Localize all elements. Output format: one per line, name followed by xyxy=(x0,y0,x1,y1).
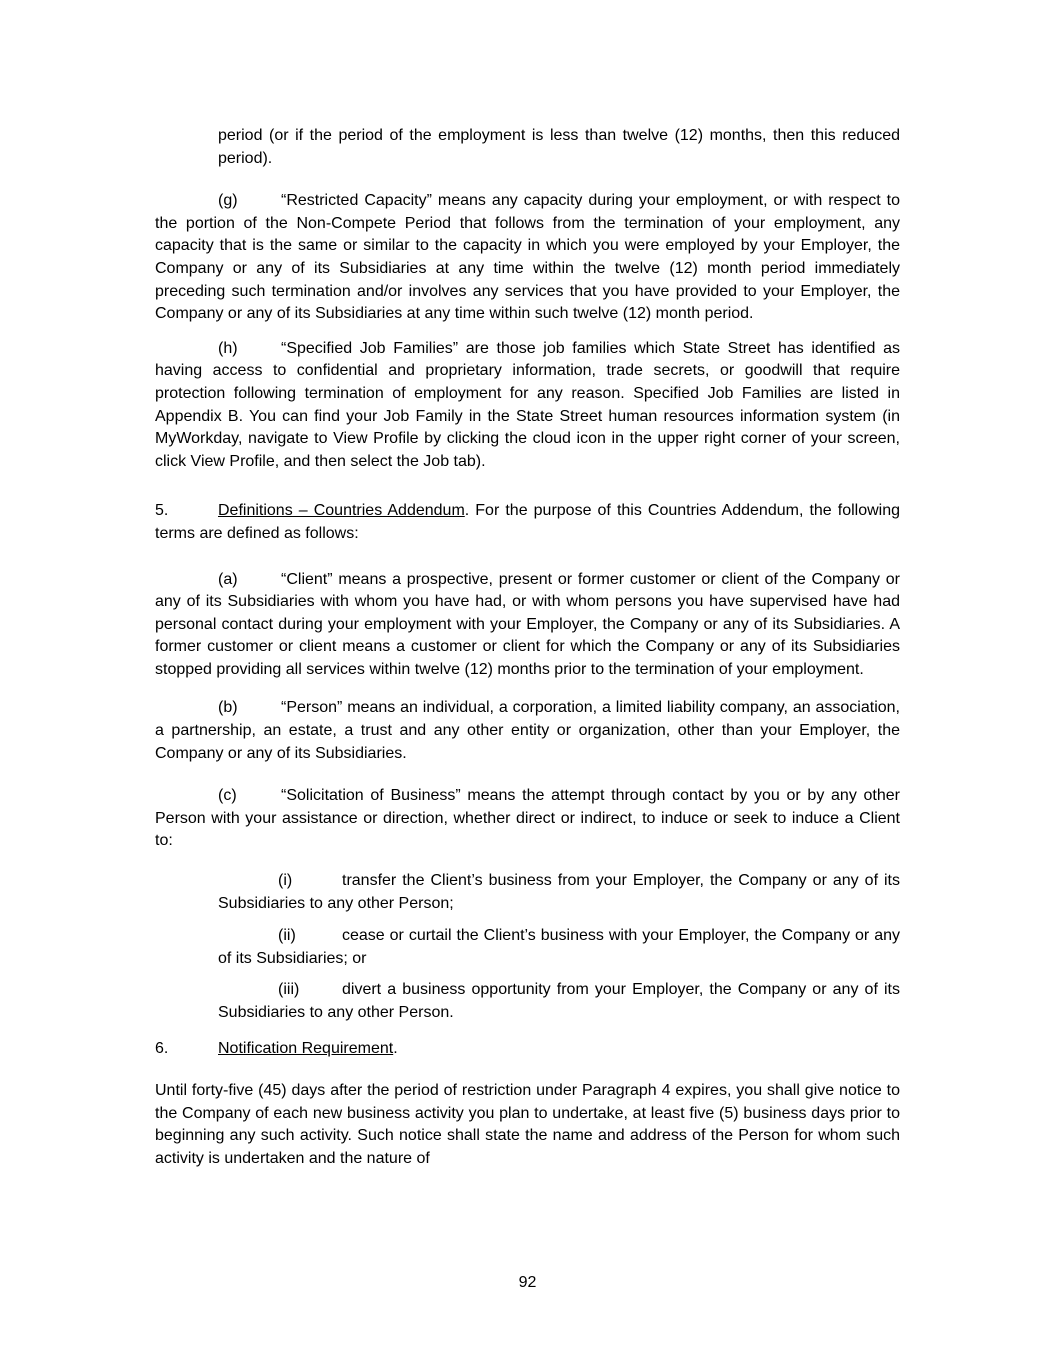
subclause-iii xyxy=(218,979,900,1024)
clause-h-label: (h) xyxy=(218,339,238,357)
page-content xyxy=(155,125,900,1171)
subclause-ii-text: cease or curtail the Client’s business with your Employer, the Company or any of its Subsidiaries; or xyxy=(218,927,900,967)
paragraph-notification: Until forty-five (45) days after the period of restriction under Paragraph 4 expires, you shall give notice to the Company of each new business activity you plan to undertake, at least five (5) business days prior to beginning any such activity. Such notice shall state the name and address of the Person for whom such activity is undertaken and the nature of xyxy=(155,1082,900,1167)
subclause-i-text: transfer the Client’s business from your Employer, the Company or any of its Subsidiaries to any other Person; xyxy=(218,872,900,912)
page-number: 92 xyxy=(518,1274,537,1291)
clause-b-label: (b) xyxy=(218,699,238,717)
clause-b xyxy=(155,697,900,765)
clause-a xyxy=(155,569,900,682)
subclause-ii xyxy=(218,925,900,970)
clause-a-label: (a) xyxy=(218,570,238,588)
clause-h-text: “Specified Job Families” are those job families which State Street has identified as having access to confidential and proprietary information, trade secrets, or goodwill that require protection following termination of employment for any reason. Specified Job Families are listed in Appendix B. You can find your Job Family in the State Street human resources information system (in MyWorkday, navigate to View Profile by clicking the cloud icon in the upper right corner of your screen, click View Profile, and then select the Job tab). xyxy=(155,339,900,470)
subclause-ii-label: (ii) xyxy=(278,927,296,945)
subclause-i xyxy=(218,870,900,915)
section-6-number: 6. xyxy=(155,1039,169,1057)
clause-a-text: “Client” means a prospective, present or former customer or client of the Company or any of its Subsidiaries with whom you have had, or with whom persons you have supervised have had personal contact during your employment with your Employer, the Company or any of its Subsidiaries. A former customer or client means a customer or client for which the Company or any of its Subsidiaries stopped providing all services within twelve (12) months prior to the termination of your employment. xyxy=(155,570,900,678)
subclause-iii-text: divert a business opportunity from your Employer, the Company or any of its Subsidiaries to any other Person. xyxy=(218,981,900,1021)
section-5-title: Definitions – Countries Addendum xyxy=(218,502,465,520)
clause-g-text: “Restricted Capacity” means any capacity during your employment, or with respect to the portion of the Non-Compete Period that follows from the termination of your employment, any capacity that is the same or similar to the capacity in which you were employed by your Employer, the Company or any of its Subsidiaries at any time within the twelve (12) month period immediately preceding such termination and/or involves any services that you have provided to your Employer, the Company or any of its Subsidiaries at any time within such twelve (12) month period. xyxy=(155,192,900,323)
clause-c-label: (c) xyxy=(218,787,237,805)
section-5-text: . For the purpose of this Countries Addendum, the following terms are defined as follows: xyxy=(155,502,901,542)
clause-h xyxy=(155,338,900,474)
subclause-i-label: (i) xyxy=(278,872,293,890)
section-6-text: . xyxy=(393,1039,398,1057)
clause-b-text: “Person” means an individual, a corporation, a limited liability company, an association, a partnership, an estate, a trust and any other entity or organization, other than your Employer, the Company or any of its Subsidiaries. xyxy=(155,699,900,762)
section-6-heading xyxy=(155,1038,900,1061)
section-6-title: Notification Requirement xyxy=(218,1039,394,1057)
clause-c xyxy=(155,785,900,853)
paragraph-continuation: period (or if the period of the employment is less than twelve (12) months, then this reduced period). xyxy=(218,127,900,167)
subclause-iii-label: (iii) xyxy=(278,981,300,999)
section-5-heading xyxy=(155,500,900,545)
clause-c-text: “Solicitation of Business” means the attempt through contact by you or by any other Person with your assistance or direction, whether direct or indirect, to induce or seek to induce a Client to: xyxy=(155,787,900,850)
section-5-number: 5. xyxy=(155,502,169,520)
clause-g-label: (g) xyxy=(218,192,238,210)
clause-g xyxy=(155,190,900,326)
